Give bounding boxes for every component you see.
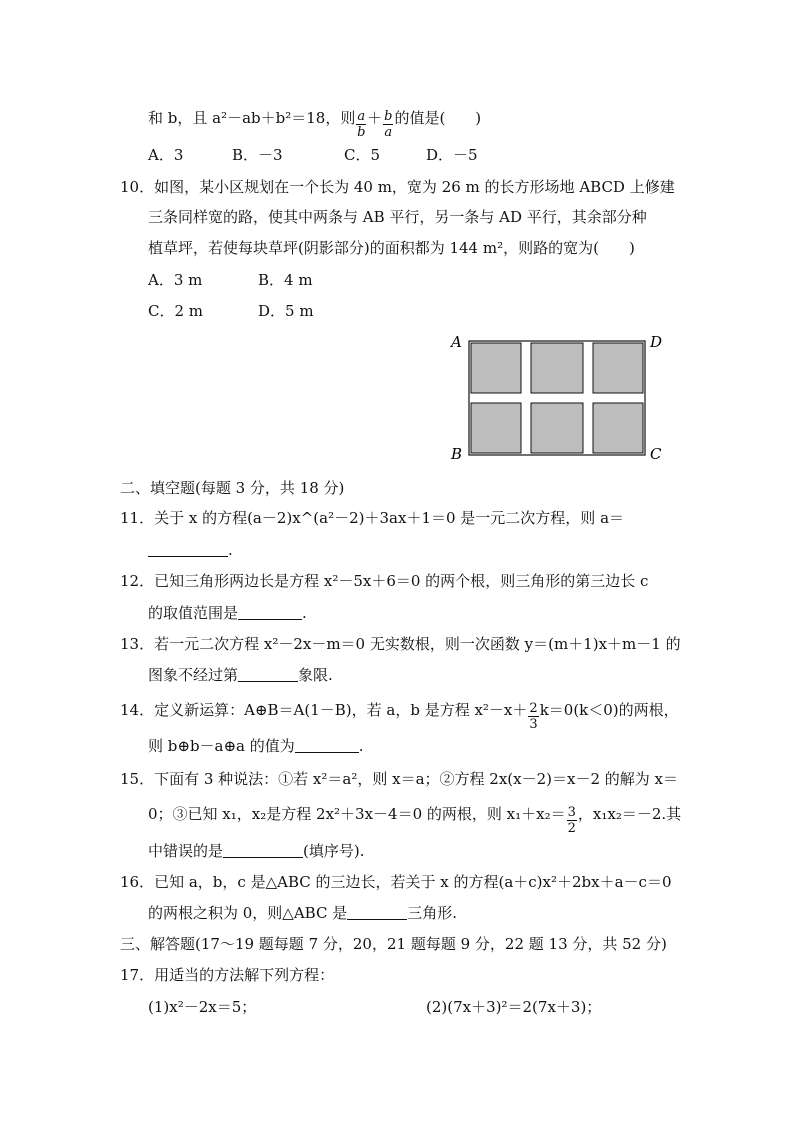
q11-answer-blank[interactable]: [148, 542, 228, 557]
lawn-1: [471, 343, 521, 393]
q11-period: .: [228, 541, 233, 559]
q15-line2: [148, 804, 681, 836]
q12-answer-blank[interactable]: [238, 605, 302, 620]
q9-option-c: C．5: [344, 146, 381, 164]
q9-frac2-num: b: [384, 109, 393, 124]
q10-option-a: A．3 m: [148, 271, 203, 289]
q15-line3-end: (填序号).: [303, 842, 365, 860]
section3-title: 三、解答题(17～19 题每题 7 分，20，21 题每题 9 分，22 题 13 分，共 52 分): [120, 935, 667, 953]
q9-frac2-den: a: [384, 125, 393, 140]
q14-frac-den: 3: [529, 717, 538, 732]
q14-frac-num: 2: [529, 701, 538, 716]
q13-line1: 13．若一元二次方程 x²－2x－m＝0 无实数根，则一次函数 y＝(m＋1)x＋m－1 的: [120, 635, 681, 653]
q9-plus: ＋: [367, 109, 383, 127]
label-d: D: [650, 333, 663, 351]
q10-option-d: D．5 m: [258, 302, 314, 320]
q9-frac1-num: a: [357, 109, 366, 124]
label-c: C: [650, 445, 662, 463]
q12-line2: [148, 603, 307, 623]
q13-line2: [148, 665, 333, 685]
q9-option-b: B．－3: [232, 146, 283, 164]
lawn-4: [471, 403, 521, 453]
q15-line2-b: ，x₁x₂＝－2.其: [577, 805, 682, 823]
lawn-3: [593, 343, 643, 393]
q16-line2-end: 三角形.: [407, 904, 458, 922]
q14-line2-start: 则 b⊕b－a⊕a 的值为: [148, 737, 295, 755]
q17-part1: (1)x²－2x＝5；: [148, 998, 257, 1016]
q14-line2: [148, 736, 364, 756]
q14-fraction: [528, 701, 538, 732]
q10-option-c: C．2 m: [148, 302, 204, 320]
q14-line1-b: k＝0(k＜0)的两根，: [539, 701, 679, 719]
q10-figure-rectangle-abcd: [440, 328, 680, 468]
q15-line3: [148, 841, 365, 861]
q9-frac1-den: b: [357, 125, 366, 140]
q15-line1: 15．下面有 3 种说法：①若 x²＝a²，则 x＝a；②方程 2x(x－2)＝x－2 的解为 x＝: [120, 770, 679, 788]
q9-option-d: D．－5: [426, 146, 478, 164]
q9-fraction-b-over-a: [383, 109, 393, 140]
q14-line1-a: 14．定义新运算：A⊕B＝A(1－B)，若 a，b 是方程 x²－x＋: [120, 701, 528, 719]
q15-line3-start: 中错误的是: [148, 842, 224, 860]
q13-line2-start: 图象不经过第: [148, 666, 239, 684]
q15-frac-den: 2: [567, 821, 576, 836]
label-b: B: [451, 445, 463, 463]
q9-text-a: 和 b，且 a²－ab＋b²＝18，则: [148, 109, 356, 127]
q11-line2: [148, 540, 233, 560]
lawn-2: [531, 343, 583, 393]
label-a: A: [451, 333, 462, 351]
q10-option-b: B．4 m: [258, 271, 313, 289]
q15-fraction: [567, 805, 577, 836]
q14-line1: [120, 700, 679, 732]
lawn-6: [593, 403, 643, 453]
lawn-5: [531, 403, 583, 453]
q9-line1: [148, 108, 481, 140]
q16-line1: 16．已知 a，b，c 是△ABC 的三边长，若关于 x 的方程(a＋c)x²＋2bx＋a－c＝0: [120, 873, 672, 891]
q12-line2-end: .: [302, 604, 307, 622]
q9-text-b: 的值是( ): [394, 109, 482, 127]
q10-line2: 三条同样宽的路，使其中两条与 AB 平行，另一条与 AD 平行，其余部分种: [148, 208, 647, 226]
q14-answer-blank[interactable]: [295, 738, 359, 753]
q15-answer-blank[interactable]: [223, 843, 303, 858]
q10-line1: 10．如图，某小区规划在一个长为 40 m，宽为 26 m 的长方形场地 ABCD 上修建: [120, 178, 675, 196]
q9-option-a: A．3: [148, 146, 184, 164]
section2-title: 二、填空题(每题 3 分，共 18 分): [120, 479, 345, 497]
q9-fraction-a-over-b: [356, 109, 366, 140]
q13-line2-end: 象限.: [298, 666, 333, 684]
q12-line1: 12．已知三角形两边长是方程 x²－5x＋6＝0 的两个根，则三角形的第三边长 c: [120, 572, 649, 590]
q17-part2: (2)(7x＋3)²＝2(7x＋3)；: [426, 998, 602, 1016]
q16-answer-blank[interactable]: [347, 905, 407, 920]
q12-line2-start: 的取值范围是: [148, 604, 239, 622]
q15-frac-num: 3: [567, 805, 576, 820]
q13-answer-blank[interactable]: [238, 667, 298, 682]
q10-line3: 植草坪，若使每块草坪(阴影部分)的面积都为 144 m²，则路的宽为( ): [148, 239, 635, 257]
q15-line2-a: 0；③已知 x₁，x₂是方程 2x²＋3x－4＝0 的两根，则 x₁＋x₂＝: [148, 805, 566, 823]
q17-line1: 17．用适当的方法解下列方程：: [120, 966, 335, 984]
q11-line1: 11．关于 x 的方程(a－2)x^(a²－2)＋3ax＋1＝0 是一元二次方程，则 a＝: [120, 509, 625, 527]
q16-line2-start: 的两根之积为 0，则△ABC 是: [148, 904, 348, 922]
q14-line2-end: .: [358, 737, 364, 755]
q16-line2: [148, 903, 457, 923]
